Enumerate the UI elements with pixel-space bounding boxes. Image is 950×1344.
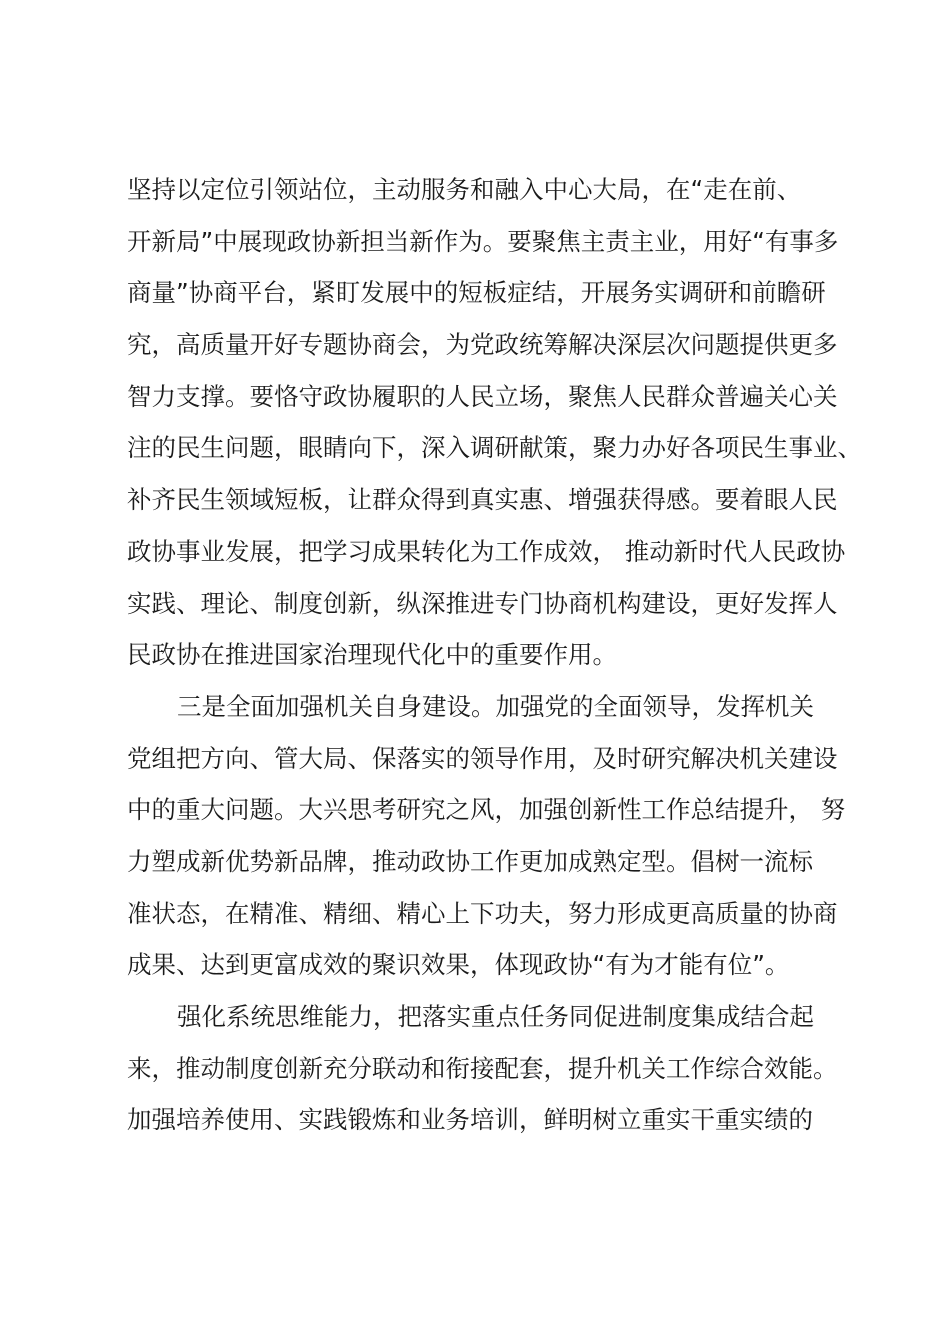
document-body (127, 164, 862, 1146)
text-line: 强化系统思维能力，把落实重点任务同促进制度集成结合起 (177, 1002, 814, 1031)
text-line: 中的重大问题。大兴思考研究之风，加强创新性工作总结提升， 努 (127, 795, 846, 825)
text-line: 成果、达到更富成效的聚识效果，体现政协“有为才能有位”。 (127, 950, 790, 980)
text-line: 来，推动制度创新充分联动和衔接配套，提升机关工作综合效能。 (127, 1053, 838, 1083)
paragraph-2 (127, 681, 847, 991)
text-line: 注的民生问题，眼睛向下，深入调研献策，聚力办好各项民生事业、 (127, 433, 862, 463)
text-line: 三是全面加强机关自身建设。加强党的全面领导，发挥机关 (177, 691, 814, 721)
text-line: 坚持以定位引领站位，主动服务和融入中心大局，在“走在前、 (127, 175, 802, 204)
text-line: 民政协在推进国家治理现代化中的重要作用。 (127, 640, 617, 670)
text-line: 商量”协商平台，紧盯发展中的短板症结，开展务实调研和前瞻研 (127, 278, 826, 308)
text-line: 补齐民生领域短板，让群众得到真实惠、增强获得感。要着眼人民 (127, 485, 838, 515)
paragraph-3 (127, 991, 847, 1146)
text-line: 准状态，在精准、精细、精心上下功夫，努力形成更高质量的协商 (127, 898, 838, 928)
text-line: 实践、理论、制度创新，纵深推进专门协商机构建设，更好发挥人 (127, 588, 838, 618)
text-line: 政协事业发展，把学习成果转化为工作成效， 推动新时代人民政协 (127, 536, 846, 566)
text-line: 究，高质量开好专题协商会，为党政统筹解决深层次问题提供更多 (127, 330, 838, 360)
paragraph-1 (127, 164, 862, 681)
text-line: 党组把方向、管大局、保落实的领导作用，及时研究解决机关建设 (127, 743, 838, 773)
text-line: 智力支撑。要恪守政协履职的人民立场，聚焦人民群众普遍关心关 (127, 381, 838, 411)
text-line: 开新局”中展现政协新担当新作为。要聚焦主责主业，用好“有事多 (127, 226, 839, 256)
text-line: 力塑成新优势新品牌，推动政协工作更加成熟定型。倡树一流标 (127, 846, 813, 876)
text-line: 加强培养使用、实践锻炼和业务培训，鲜明树立重实干重实绩的 (127, 1105, 813, 1135)
